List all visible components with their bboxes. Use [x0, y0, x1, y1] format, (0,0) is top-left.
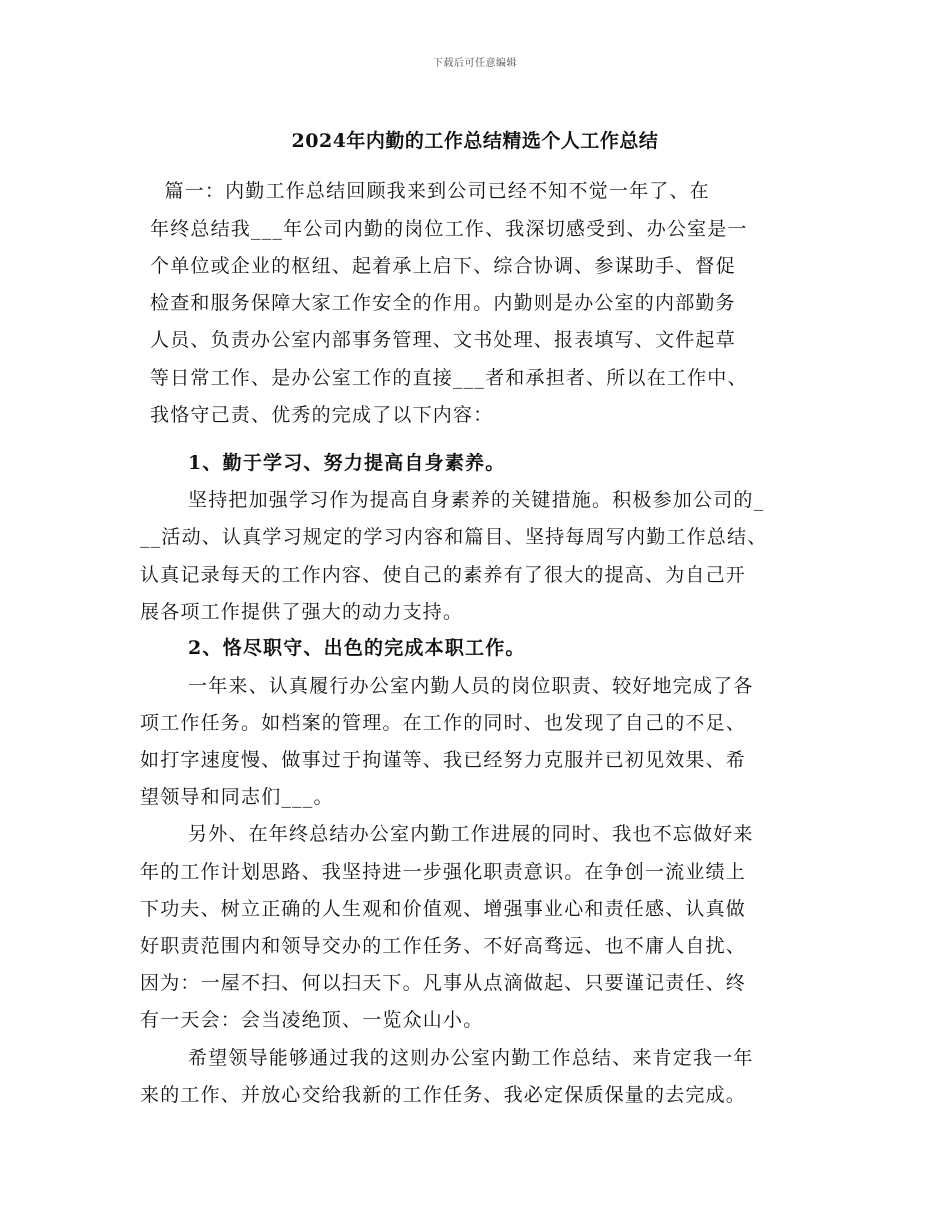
section-heading-1: 1、勤于学习、努力提高自身素养。 — [188, 452, 506, 474]
paragraph4-line-2: 来的工作、并放心交给我新的工作任务、我必定保质保量的去完成。 — [140, 1084, 747, 1106]
paragraph3-line-2: 年的工作计划思路、我坚持进一步强化职责意识。在争创一流业绩上 — [140, 861, 747, 883]
paragraph3-line-6: 有一天会：会当凌绝顶、一览众山小。 — [140, 1009, 484, 1031]
intro-line-1: 篇一：内勤工作总结回顾我来到公司已经不知不觉一年了、在 — [150, 180, 710, 202]
section2-line-1: 一年来、认真履行办公室内勤人员的岗位职责、较好地完成了各 — [188, 675, 754, 697]
section1-line-4: 展各项工作提供了强大的动力支持。 — [140, 601, 464, 623]
section2-line-2: 项工作任务。如档案的管理。在工作的同时、也发现了自己的不足、 — [140, 712, 747, 734]
intro-line-3: 个单位或企业的枢纽、起着承上启下、综合协调、参谋助手、督促 — [150, 255, 736, 277]
section2-line-3: 如打字速度慢、做事过于拘谨等、我已经努力克服并已初见效果、希 — [140, 749, 747, 771]
document-title: 2024年内勤的工作总结精选个人工作总结 — [291, 130, 659, 152]
section1-line-3: 认真记录每天的工作内容、使自己的素养有了很大的提高、为自己开 — [140, 564, 747, 586]
intro-line-4: 检查和服务保障大家工作安全的作用。内勤则是办公室的内部勤务 — [150, 292, 736, 314]
intro-line-6: 等日常工作、是办公室工作的直接___者和承担者、所以在工作中、 — [150, 367, 748, 389]
section1-line-1: 坚持把加强学习作为提高自身素养的关键措施。积极参加公司的_ — [188, 489, 765, 511]
intro-line-2: 年终总结我___年公司内勤的岗位工作、我深切感受到、办公室是一 — [150, 218, 748, 240]
paragraph3-line-1: 另外、在年终总结办公室内勤工作进展的同时、我也不忘做好来 — [188, 823, 754, 845]
intro-line-5: 人员、负责办公室内部事务管理、文书处理、报表填写、文件起草 — [150, 329, 736, 351]
download-note: 下载后可任意编辑 — [433, 58, 517, 69]
intro-line-7: 我恪守己责、优秀的完成了以下内容： — [150, 404, 494, 426]
paragraph3-line-3: 下功夫、树立正确的人生观和价值观、增强事业心和责任感、认真做 — [140, 898, 747, 920]
section2-line-4: 望领导和同志们___。 — [140, 786, 334, 808]
paragraph3-line-4: 好职责范围内和领导交办的工作任务、不好高骛远、也不庸人自扰、 — [140, 935, 747, 957]
paragraph4-line-1: 希望领导能够通过我的这则办公室内勤工作总结、来肯定我一年 — [188, 1047, 754, 1069]
section1-line-2: __活动、认真学习规定的学习内容和篇目、坚持每周写内勤工作总结、 — [140, 526, 768, 548]
paragraph3-line-5: 因为：一屋不扫、何以扫天下。凡事从点滴做起、只要谨记责任、终 — [140, 972, 747, 994]
section-heading-2: 2、恪尽职守、出色的完成本职工作。 — [188, 637, 526, 659]
